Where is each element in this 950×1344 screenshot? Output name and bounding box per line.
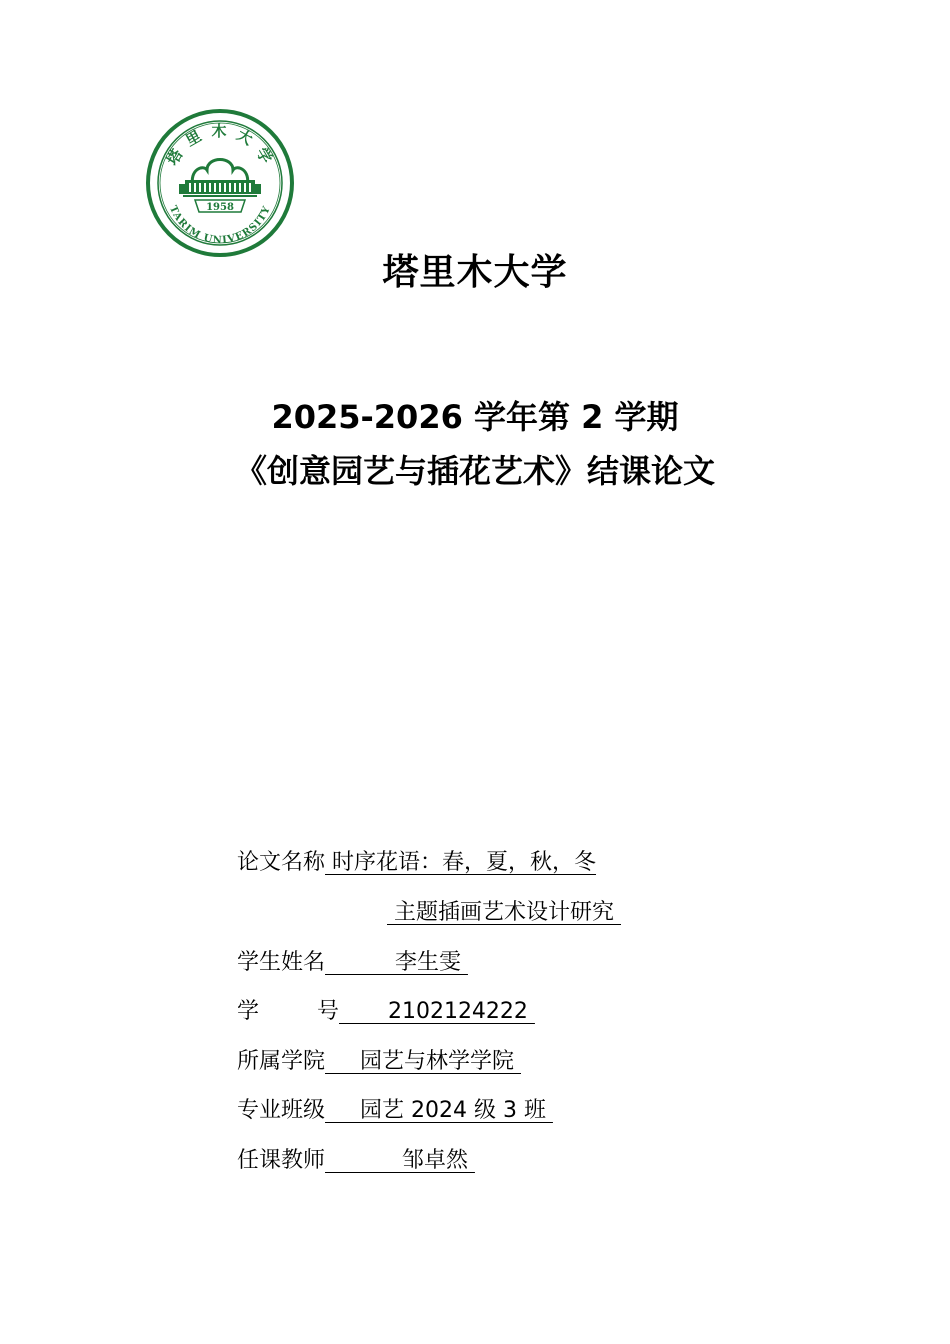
class-value: 园艺 2024 级 3 班 bbox=[325, 1098, 553, 1123]
teacher-value: 邹卓然 bbox=[325, 1148, 475, 1173]
course-heading: 《创意园艺与插花艺术》结课论文 bbox=[234, 452, 715, 490]
college-value: 园艺与林学学院 bbox=[325, 1049, 521, 1074]
class-row bbox=[237, 1094, 553, 1128]
thesis-title-line2: 主题插画艺术设计研究 bbox=[387, 900, 621, 925]
svg-text:1958: 1958 bbox=[206, 202, 234, 213]
seal-emblem-icon bbox=[145, 108, 295, 258]
term-heading: 2025-2026 学年第 2 学期 bbox=[271, 398, 679, 436]
thesis-title-row-2 bbox=[387, 896, 621, 930]
thesis-title-line1: 时序花语：春，夏，秋，冬 bbox=[325, 850, 597, 875]
college-label: 所属学院 bbox=[237, 1049, 326, 1074]
student-id-label-1: 学 bbox=[237, 999, 260, 1024]
college-row bbox=[237, 1045, 521, 1079]
svg-text:TARIM UNIVERSITY: TARIM UNIVERSITY bbox=[167, 204, 273, 247]
teacher-row bbox=[237, 1144, 475, 1178]
university-seal-logo bbox=[145, 108, 295, 258]
thesis-title-row bbox=[237, 846, 596, 880]
student-name-row bbox=[237, 946, 468, 980]
student-id-value: 2102124222 bbox=[339, 999, 535, 1024]
svg-text:塔 里 木 大 学: 塔 里 木 大 学 bbox=[163, 122, 277, 169]
class-label: 专业班级 bbox=[237, 1098, 326, 1123]
student-name-label: 学生姓名 bbox=[237, 950, 326, 975]
university-name: 塔里木大学 bbox=[382, 252, 568, 293]
student-id-label-2: 号 bbox=[316, 999, 339, 1024]
student-id-row bbox=[237, 995, 535, 1029]
teacher-label: 任课教师 bbox=[237, 1148, 326, 1173]
student-name-value: 李生雯 bbox=[325, 950, 468, 975]
thesis-title-label: 论文名称 bbox=[237, 850, 326, 875]
